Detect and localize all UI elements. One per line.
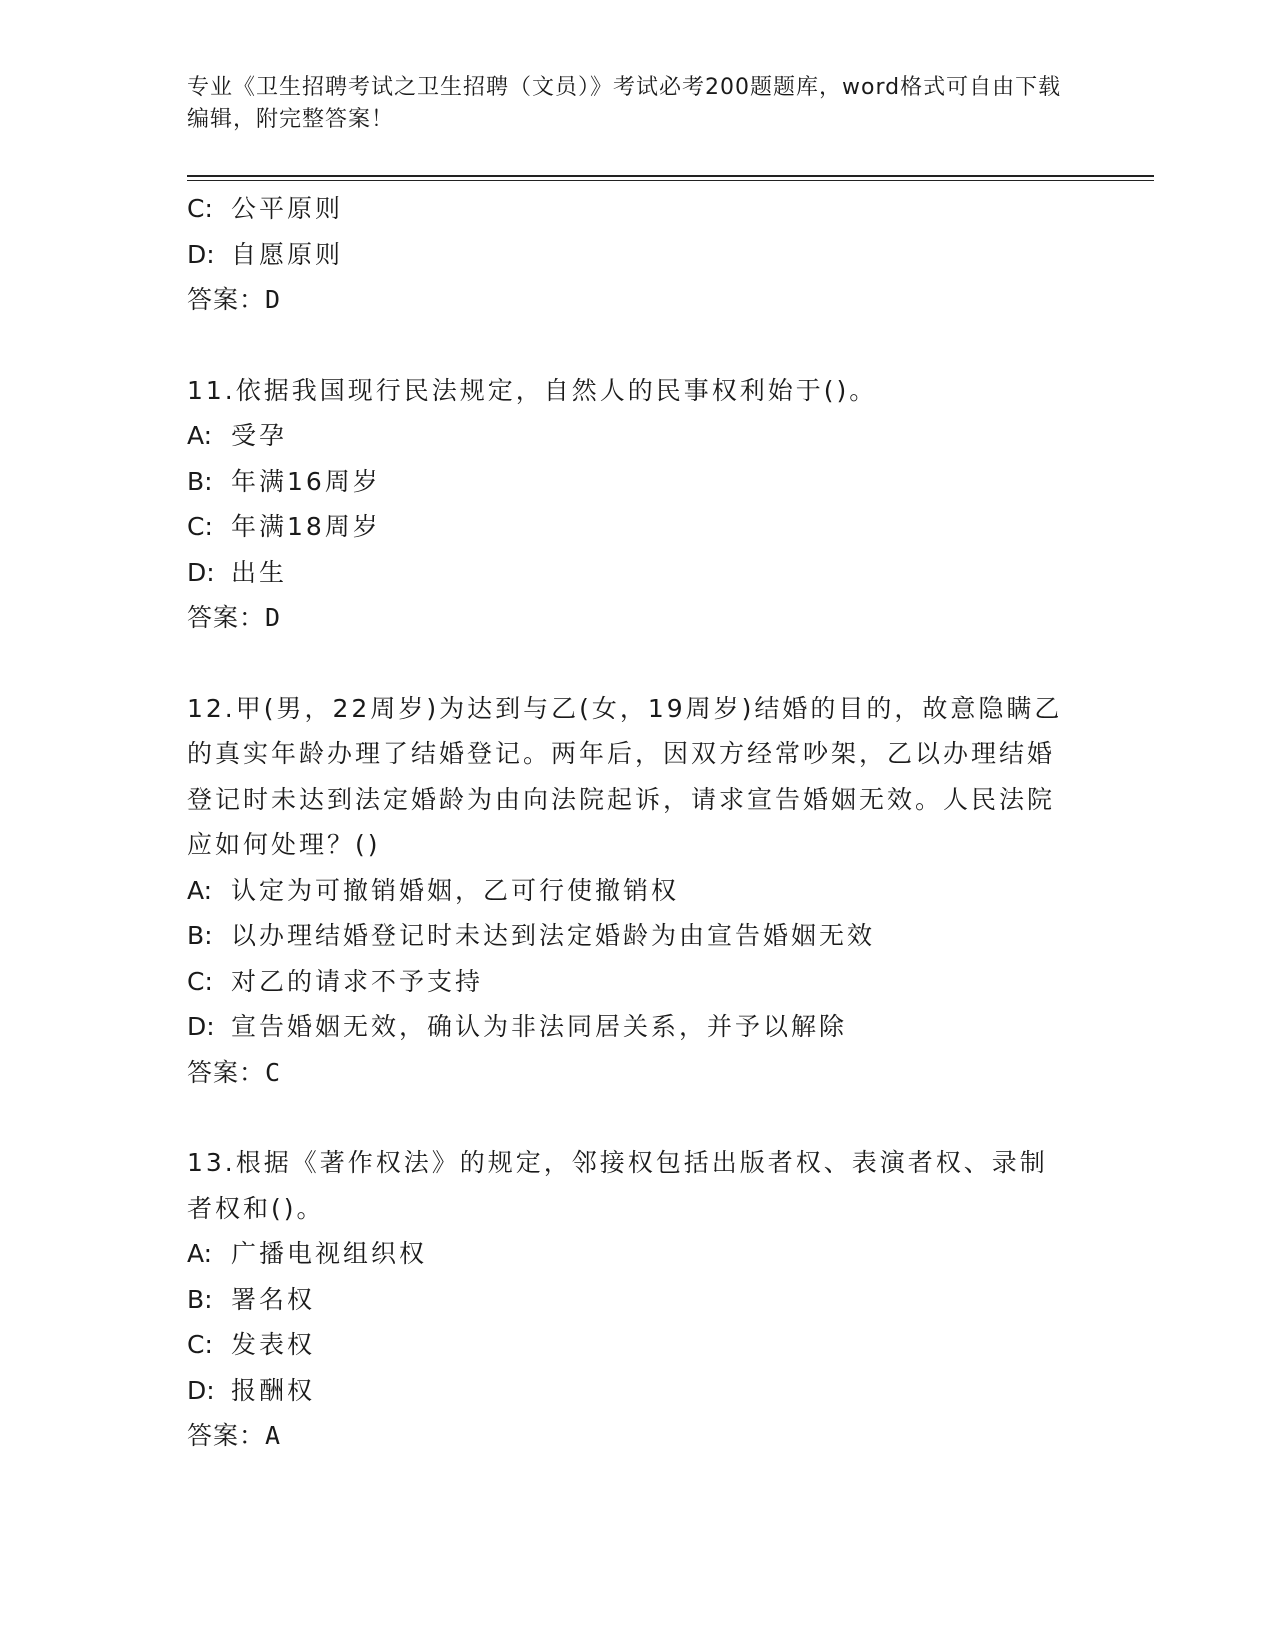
answer-line: 答案：D — [187, 285, 282, 314]
option-item — [187, 1231, 1087, 1277]
option-letter: D: — [187, 239, 215, 269]
question-content — [187, 186, 1087, 1459]
option-text: 受孕 — [231, 421, 288, 450]
header-divider-thin — [187, 180, 1154, 181]
option-item — [187, 1277, 1087, 1323]
option-item — [187, 550, 1087, 596]
option-letter: C: — [187, 1330, 213, 1359]
option-item — [187, 1368, 1087, 1414]
option-item — [187, 1322, 1087, 1368]
option-item — [187, 913, 1087, 959]
option-text: 宣告婚姻无效，确认为非法同居关系，并予以解除 — [231, 1012, 848, 1041]
option-letter: B: — [187, 921, 213, 950]
option-text: 公平原则 — [231, 194, 344, 223]
option-text: 自愿原则 — [231, 239, 344, 269]
option-item — [187, 459, 1087, 505]
option-letter: C: — [187, 966, 213, 996]
question-stem: 13.根据《著作权法》的规定，邻接权包括出版者权、表演者权、录制者权和()。 — [187, 1148, 1048, 1223]
answer-line: 答案：C — [187, 1057, 282, 1087]
option-letter: B: — [187, 1284, 213, 1314]
option-text: 出生 — [231, 557, 288, 587]
question-stem: 12.甲(男，22周岁)为达到与乙(女，19周岁)结婚的目的，故意隐瞒乙的真实年龄办理了结婚登记。两年后，因双方经常吵架，乙以办理结婚登记时未达到法定婚龄为由向法院起诉，请求宣告婚姻无效。人民法院应如何处理？() — [187, 693, 1063, 859]
option-letter: D: — [187, 557, 215, 587]
option-text: 广播电视组织权 — [231, 1239, 428, 1268]
option-text: 对乙的请求不予支持 — [231, 966, 484, 996]
option-letter: A: — [187, 875, 213, 905]
option-text: 署名权 — [231, 1284, 316, 1314]
option-text: 以办理结婚登记时未达到法定婚龄为由宣告婚姻无效 — [231, 921, 876, 950]
option-item — [187, 959, 1087, 1005]
option-letter: D: — [187, 1012, 215, 1041]
question-stem: 11.依据我国现行民法规定，自然人的民事权利始于()。 — [187, 375, 878, 405]
option-text: 发表权 — [231, 1330, 316, 1359]
option-item — [187, 232, 1087, 278]
option-letter: A: — [187, 421, 213, 450]
spacer — [187, 323, 1087, 368]
document-header: 专业《卫生招聘考试之卫生招聘（文员）》考试必考200题题库，word格式可自由下载编辑，附完整答案！ — [187, 75, 1062, 132]
option-text: 报酬权 — [231, 1375, 316, 1405]
option-letter: D: — [187, 1375, 215, 1405]
option-item — [187, 186, 1087, 232]
option-item — [187, 868, 1087, 914]
option-item — [187, 504, 1087, 550]
option-item — [187, 1004, 1087, 1050]
answer-line: 答案：A — [187, 1421, 282, 1450]
option-letter: C: — [187, 512, 213, 541]
option-text: 认定为可撤销婚姻，乙可行使撤销权 — [231, 875, 680, 905]
option-item — [187, 413, 1087, 459]
header-divider-thick — [187, 175, 1154, 177]
option-text: 年满16周岁 — [231, 466, 381, 496]
spacer — [187, 1095, 1087, 1140]
option-letter: C: — [187, 194, 213, 223]
answer-line: 答案：D — [187, 603, 282, 632]
option-letter: B: — [187, 466, 213, 496]
option-text: 年满18周岁 — [231, 512, 381, 541]
option-letter: A: — [187, 1239, 213, 1268]
spacer — [187, 641, 1087, 686]
